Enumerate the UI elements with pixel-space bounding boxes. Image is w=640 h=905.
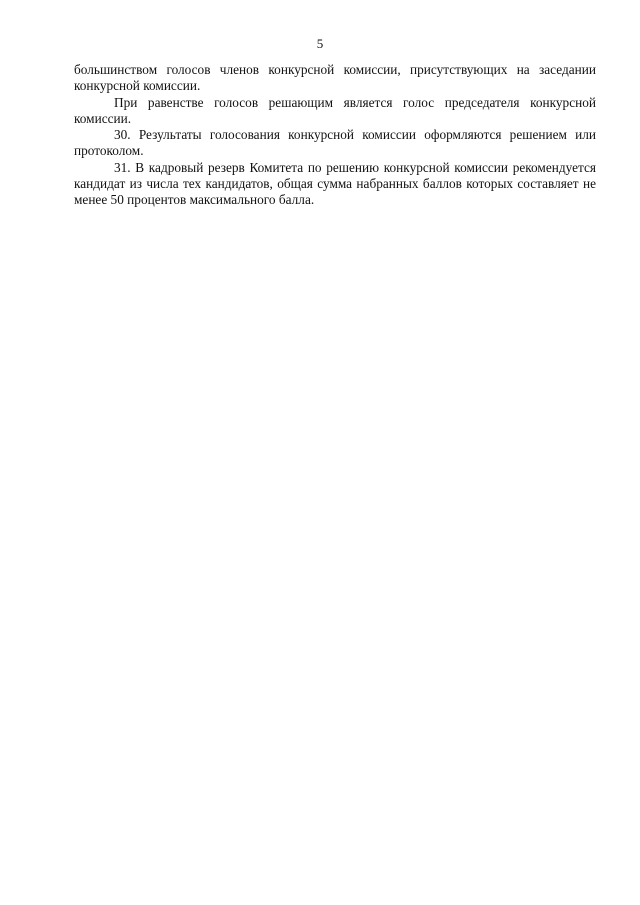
document-body bbox=[74, 62, 596, 209]
page-number: 5 bbox=[316, 36, 324, 51]
paragraph-tie-vote: При равенстве голосов решающим является голос председателя конкурсной комиссии. bbox=[74, 94, 596, 126]
paragraph-voting-majority: большинством голосов членов конкурсной комиссии, присутствующих на заседании конкурсной комиссии. bbox=[74, 62, 596, 94]
paragraph-item-31: 31. В кадровый резерв Комитета по решению конкурсной комиссии рекомендуется кандидат из числа тех кандидатов, общая сумма набранных баллов которых составляет не менее 50 процентов максимального балла. bbox=[74, 159, 596, 208]
paragraph-item-30: 30. Результаты голосования конкурсной комиссии оформляются решением или протоколом. bbox=[74, 127, 596, 159]
